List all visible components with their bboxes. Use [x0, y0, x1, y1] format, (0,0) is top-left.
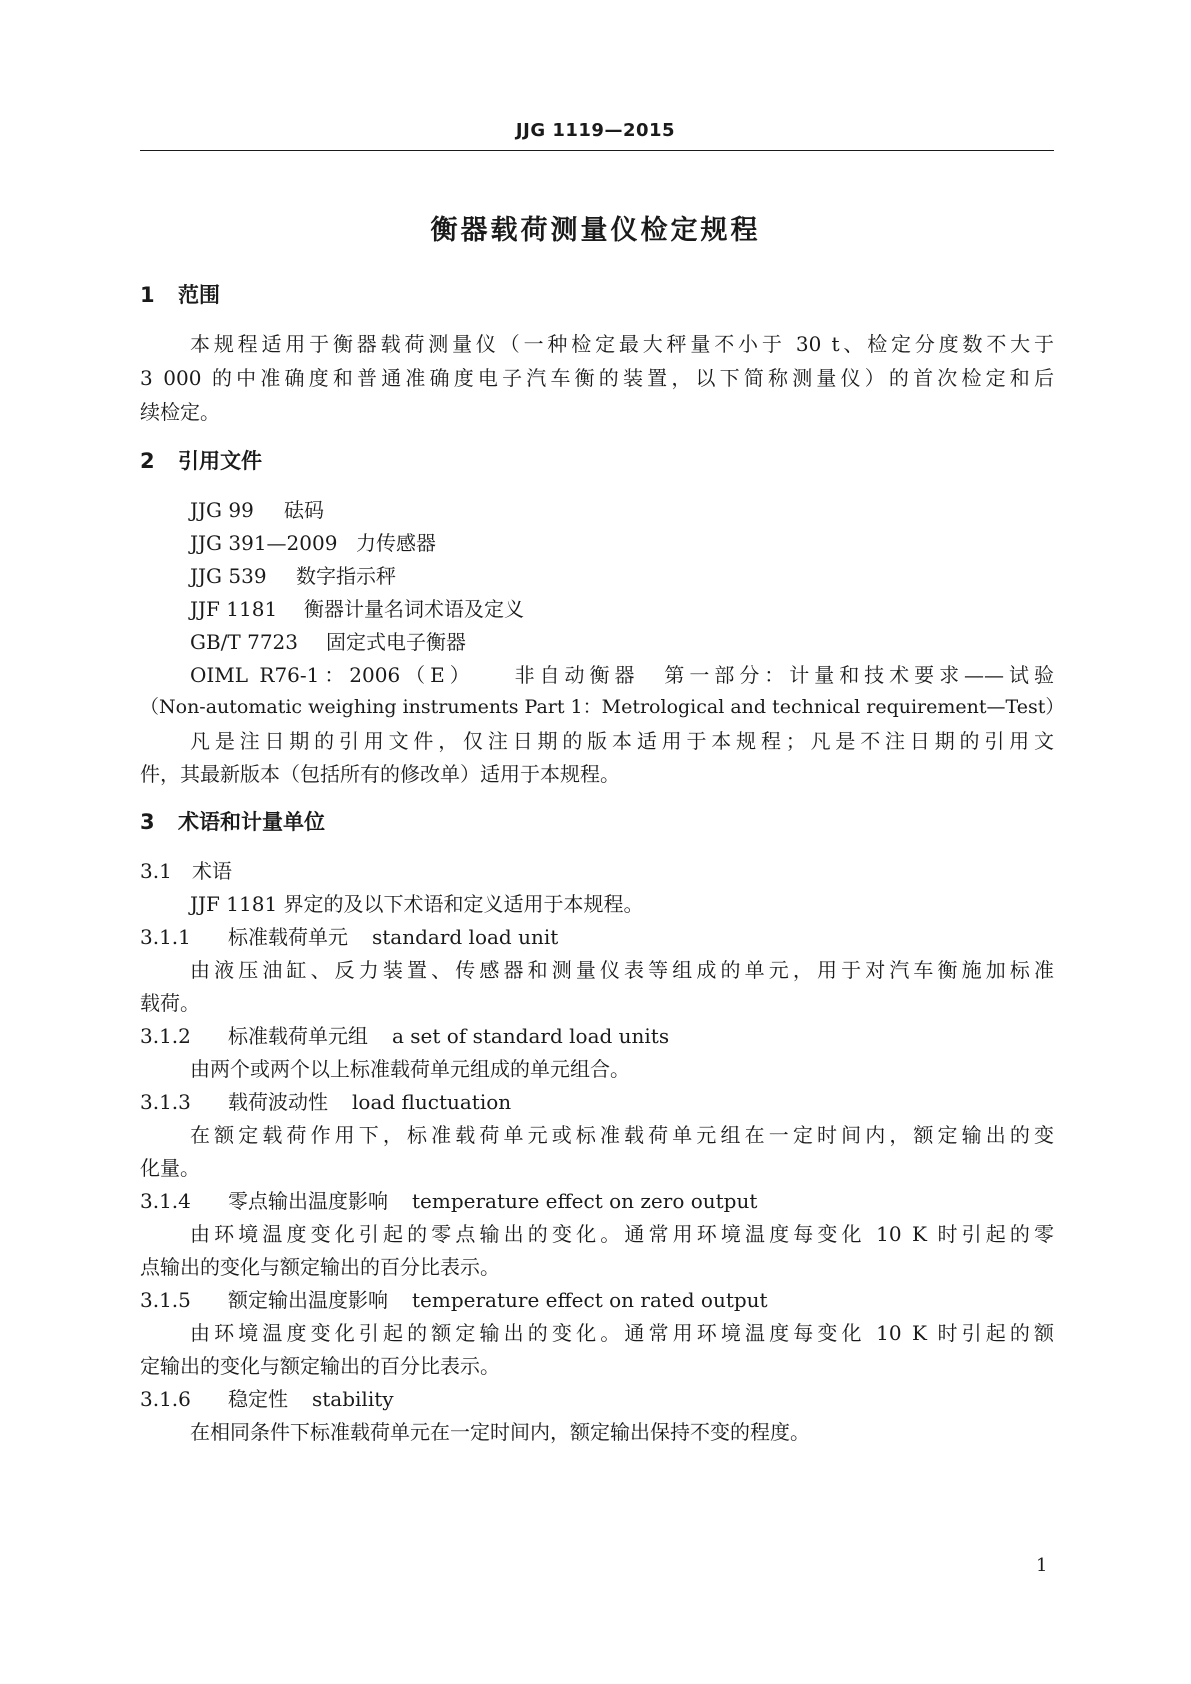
scope-paragraph-line: 续检定。 — [140, 400, 220, 424]
term-heading — [140, 921, 558, 950]
term-chinese: 稳定性 — [228, 1387, 288, 1411]
term-number: 3.1.6 — [140, 1387, 191, 1411]
reference-item — [190, 494, 324, 523]
term-definition-line: 化量。 — [140, 1156, 200, 1180]
reference-item — [190, 626, 466, 655]
term-english: standard load unit — [372, 925, 559, 949]
term-english: temperature effect on zero output — [412, 1189, 758, 1213]
term-definition-line: 在额定载荷作用下，标准载荷单元或标准载荷单元组在一定时间内，额定输出的变 — [190, 1123, 1054, 1147]
scope-paragraph-line: 本规程适用于衡器载荷测量仪（一种检定最大秤量不小于 30 t、检定分度数不大于 — [190, 332, 1054, 356]
terms-intro: JJF 1181 界定的及以下术语和定义适用于本规程。 — [190, 892, 644, 916]
subsection-number: 3.1 — [140, 859, 172, 883]
subsection-heading — [140, 855, 232, 884]
term-number: 3.1.5 — [140, 1288, 191, 1312]
header-rule — [140, 150, 1054, 151]
section-title: 引用文件 — [178, 449, 262, 473]
term-definition-line: 由环境温度变化引起的额定输出的变化。通常用环境温度每变化 10 K 时引起的额 — [190, 1321, 1054, 1345]
section-title: 范围 — [178, 283, 220, 307]
reference-code: JJF 1181 — [190, 597, 278, 621]
page-number: 1 — [1036, 1555, 1048, 1576]
term-heading — [140, 1020, 669, 1049]
reference-name: 数字指示秤 — [296, 564, 396, 588]
reference-item — [190, 593, 524, 622]
reference-code: JJG 539 — [190, 564, 267, 588]
term-number: 3.1.2 — [140, 1024, 191, 1048]
reference-name: 固定式电子衡器 — [326, 630, 466, 654]
document-title: 衡器载荷测量仪检定规程 — [430, 215, 761, 246]
section-number: 2 — [140, 449, 155, 473]
section-number: 1 — [140, 283, 155, 307]
term-english: temperature effect on rated output — [412, 1288, 768, 1312]
term-english: load fluctuation — [352, 1090, 512, 1114]
term-english: a set of standard load units — [392, 1024, 670, 1048]
section-title: 术语和计量单位 — [178, 810, 325, 834]
document-header: JJG 1119—2015 — [515, 120, 676, 141]
term-number: 3.1.3 — [140, 1090, 191, 1114]
term-heading — [140, 1383, 394, 1412]
reference-note-line: 凡是注日期的引用文件，仅注日期的版本适用于本规程；凡是不注日期的引用文 — [190, 729, 1054, 753]
oiml-reference-line: OIML R76-1：2006（E） 非自动衡器 第一部分：计量和技术要求——试验 — [190, 663, 1054, 687]
term-definition-line: 由液压油缸、反力装置、传感器和测量仪表等组成的单元，用于对汽车衡施加标准 — [190, 958, 1054, 982]
reference-name: 砝码 — [284, 498, 324, 522]
term-chinese: 标准载荷单元组 — [228, 1024, 368, 1048]
term-number: 3.1.1 — [140, 925, 191, 949]
reference-note-line: 件，其最新版本（包括所有的修改单）适用于本规程。 — [140, 762, 620, 786]
term-heading — [140, 1185, 757, 1214]
oiml-reference-line: （Non-automatic weighing instruments Part 1：Metrological and technical requirement—Test） — [140, 696, 1065, 718]
reference-name: 力传感器 — [356, 531, 436, 555]
subsection-title: 术语 — [192, 859, 232, 883]
term-definition-line: 由环境温度变化引起的零点输出的变化。通常用环境温度每变化 10 K 时引起的零 — [190, 1222, 1054, 1246]
term-chinese: 载荷波动性 — [228, 1090, 328, 1114]
reference-code: JJG 391—2009 — [190, 531, 338, 555]
reference-name: 衡器计量名词术语及定义 — [304, 597, 524, 621]
term-definition-line: 定输出的变化与额定输出的百分比表示。 — [140, 1354, 500, 1378]
term-chinese: 额定输出温度影响 — [228, 1288, 388, 1312]
term-definition-line: 点输出的变化与额定输出的百分比表示。 — [140, 1255, 500, 1279]
term-number: 3.1.4 — [140, 1189, 191, 1213]
section-number: 3 — [140, 810, 155, 834]
term-definition-line: 在相同条件下标准载荷单元在一定时间内，额定输出保持不变的程度。 — [190, 1420, 810, 1444]
section-heading-terms — [140, 806, 325, 836]
reference-code: GB/T 7723 — [190, 630, 299, 654]
term-definition-line: 载荷。 — [140, 991, 200, 1015]
term-definition-line: 由两个或两个以上标准载荷单元组成的单元组合。 — [190, 1057, 630, 1081]
term-heading — [140, 1284, 768, 1313]
section-heading-scope — [140, 279, 220, 309]
reference-item — [190, 527, 436, 556]
term-chinese: 零点输出温度影响 — [228, 1189, 388, 1213]
reference-item — [190, 560, 396, 589]
term-english: stability — [312, 1387, 394, 1411]
section-heading-references — [140, 445, 262, 475]
term-heading — [140, 1086, 511, 1115]
reference-code: JJG 99 — [190, 498, 254, 522]
term-chinese: 标准载荷单元 — [228, 925, 348, 949]
scope-paragraph-line: 3 000 的中准确度和普通准确度电子汽车衡的装置，以下简称测量仪）的首次检定和后 — [140, 366, 1054, 390]
